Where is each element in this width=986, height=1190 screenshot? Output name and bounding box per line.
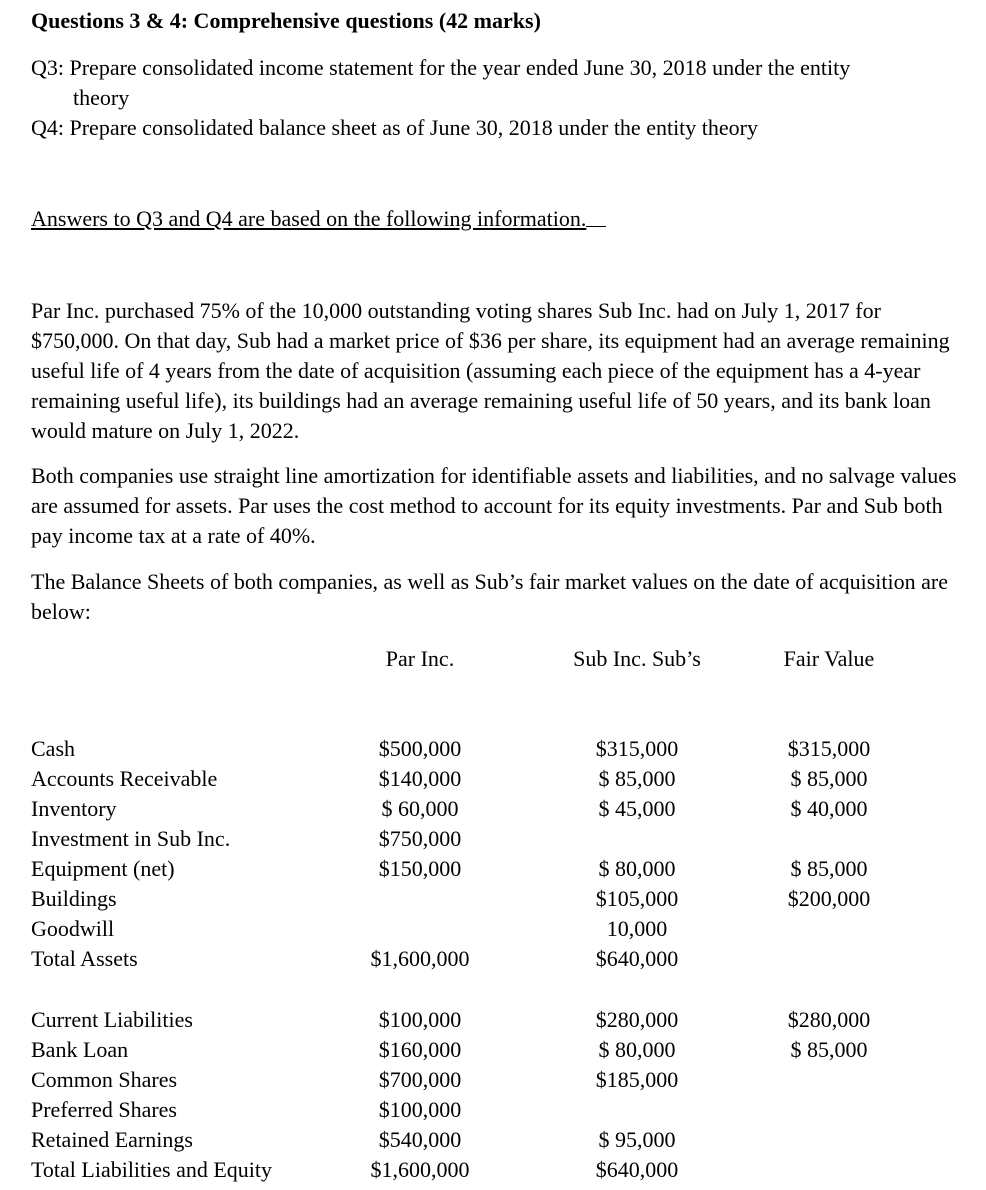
row-label: Buildings	[31, 886, 117, 911]
sub-value: $ 95,000	[598, 1127, 676, 1152]
row-label: Cash	[31, 736, 75, 761]
par-value: $100,000	[378, 1007, 462, 1032]
question-3-line1: Q3: Prepare consolidated income statement for the year ended June 30, 2018 under the entity	[31, 55, 851, 80]
par-value: $150,000	[378, 856, 462, 881]
row-label: Equipment (net)	[31, 856, 175, 881]
sub-value: 10,000	[606, 916, 668, 941]
sub-value: $640,000	[595, 946, 679, 971]
question-3-line2: theory	[73, 85, 130, 110]
row-label: Accounts Receivable	[31, 766, 218, 791]
fair-value: $ 85,000	[790, 1037, 868, 1062]
header-sub: Sub Inc. Sub’s	[573, 646, 701, 671]
row-label: Retained Earnings	[31, 1127, 193, 1152]
row-label: Preferred Shares	[31, 1097, 177, 1122]
underline-pad	[586, 204, 606, 227]
row-label: Investment in Sub Inc.	[31, 826, 231, 851]
info-title-text: Answers to Q3 and Q4 are based on the following information.	[31, 206, 587, 231]
fair-value: $ 85,000	[790, 766, 868, 791]
row-label: Current Liabilities	[31, 1007, 193, 1032]
fair-value: $ 85,000	[790, 856, 868, 881]
paragraph-acquisition: Par Inc. purchased 75% of the 10,000 outstanding voting shares Sub Inc. had on July 1, 2017 for $750,000. On that day, Sub had a market price of $36 per share, its equipment had an average remaining useful life of 4 years from the date of acquisition (assuming each piece of the equipment has a 4-year remaining useful life), its buildings had an average remaining useful life of 50 years, and its bank loan would mature on July 1, 2022.	[31, 298, 950, 443]
row-label: Total Liabilities and Equity	[31, 1157, 273, 1182]
sub-value: $315,000	[595, 736, 679, 761]
row-label: Total Assets	[31, 946, 138, 971]
row-label: Goodwill	[31, 916, 115, 941]
sub-value: $ 80,000	[598, 1037, 676, 1062]
row-label: Bank Loan	[31, 1037, 129, 1062]
par-value: $100,000	[378, 1097, 462, 1122]
par-value: $1,600,000	[370, 1157, 470, 1182]
header-par: Par Inc.	[385, 646, 455, 671]
par-value: $500,000	[378, 736, 462, 761]
sub-value: $280,000	[595, 1007, 679, 1032]
par-value: $160,000	[378, 1037, 462, 1062]
par-value: $700,000	[378, 1067, 462, 1092]
sub-value: $ 85,000	[598, 766, 676, 791]
header-fair-value: Fair Value	[783, 646, 875, 671]
sub-value: $ 80,000	[598, 856, 676, 881]
row-label: Inventory	[31, 796, 117, 821]
question-4: Q4: Prepare consolidated balance sheet as of June 30, 2018 under the entity theory	[31, 115, 758, 140]
fair-value: $200,000	[787, 886, 871, 911]
fair-value: $315,000	[787, 736, 871, 761]
fair-value: $ 40,000	[790, 796, 868, 821]
par-value: $1,600,000	[370, 946, 470, 971]
par-value: $540,000	[378, 1127, 462, 1152]
sub-value: $185,000	[595, 1067, 679, 1092]
fair-value: $280,000	[787, 1007, 871, 1032]
info-title	[31, 204, 606, 234]
sub-value: $ 45,000	[598, 796, 676, 821]
sub-value: $105,000	[595, 886, 679, 911]
paragraph-intro-table: The Balance Sheets of both companies, as well as Sub’s fair market values on the date of acquisition are below:	[31, 569, 948, 624]
row-label: Common Shares	[31, 1067, 178, 1092]
par-value: $ 60,000	[381, 796, 459, 821]
paragraph-methods: Both companies use straight line amortization for identifiable assets and liabilities, and no salvage values are assumed for assets. Par uses the cost method to account for its equity investments. Par and Sub both pay income tax at a rate of 40%.	[31, 463, 957, 548]
par-value: $750,000	[378, 826, 462, 851]
sub-value: $640,000	[595, 1157, 679, 1182]
par-value: $140,000	[378, 766, 462, 791]
section-heading: Questions 3 & 4: Comprehensive questions (42 marks)	[31, 8, 541, 33]
